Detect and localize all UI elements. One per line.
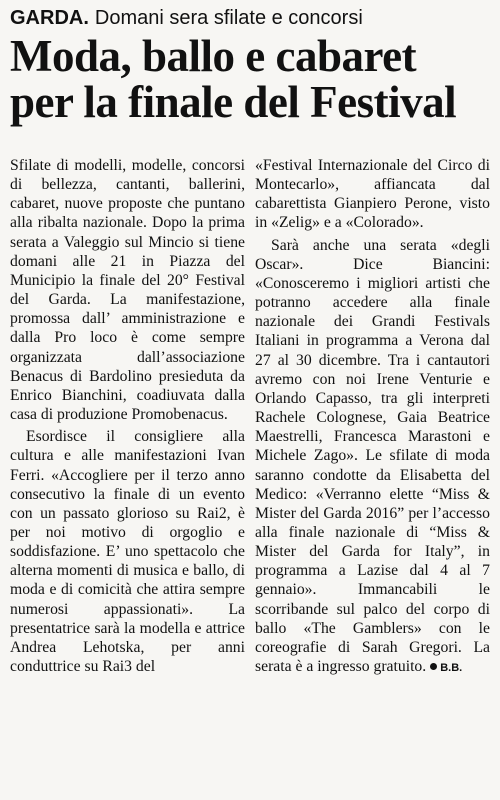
kicker [10, 6, 490, 30]
article-column-1 [10, 156, 245, 678]
headline [10, 33, 490, 125]
headline-line-2: per la finale del Festival [10, 77, 457, 127]
article-body [10, 156, 490, 678]
kicker-location: GARDA. [10, 7, 89, 29]
paragraph: Sfilate di modelli, modelle, concorsi di bellezza, cantanti, ballerini, cabaret, nuove proposte che puntano alla ribalta nazionale. Dopo la prima serata a Valeggio sul Mincio si tiene domani alle 21 in Piazza del Municipio la finale del 20° Festival del Garda. La manifestazione, promossa dall’ amministrazione e dalla Pro loco è come sempre organizzata dall’associazione Benacus di Bardolino presieduta da Enrico Bianchini, coadiuvata dalla casa di produzione Promobenacus. [10, 157, 245, 424]
paragraph: Esordisce il consigliere alla cultura e alle manifestazioni Ivan Ferri. «Accogliere per il terzo anno consecutivo la finale di un evento con un passato glorioso su Rai2, è per noi motivo di orgoglio e soddisfazione. E’ uno spettacolo che alterna momenti di musica e ballo, di moda e di comicità che attira sempre numerosi appassionati». La presentatrice sarà la modella e attrice Andrea Lehotska, per anni conduttrice su Rai3 del [10, 428, 245, 676]
headline-line-1: Moda, ballo e cabaret [10, 31, 417, 81]
paragraph-text: Sarà anche una serata «degli Oscar». Dice Biancini: «Conosceremo i migliori artisti che potranno accedere alla finale nazionale dei Grandi Festivals Italiani in programma a Verona dal 27 al 30 dicembre. Tra i cantautori avremo con noi Irene Venturie e Orlando Capasso, tra gli interpreti Rachele Colognese, Gaia Beatrice Maestrelli, Francesca Marastoni e Michele Zago». Le sfilate di moda saranno condotte da Elisabetta del Medico: «Verranno elette “Miss & Mister del Garda 2016” per l’accesso alla finale nazionale di “Miss & Mister del Garda for Italy”, in programma a Lazise dal 4 al 7 gennaio». Immancabili le scorribande sul palco del corpo di ballo «The Gamblers» con le coreografie di Sarah Gregori. La serata è a ingresso gratuito. [255, 236, 490, 676]
paragraph-last [255, 236, 490, 679]
byline: B.B. [440, 662, 463, 675]
paragraph: «Festival Internazionale del Circo di Montecarlo», affiancata dal cabarettista Gianpiero Perone, visto in «Zelig» e a «Colorado». [255, 157, 490, 232]
bullet-icon [430, 663, 437, 670]
kicker-subtitle: Domani sera sfilate e concorsi [94, 7, 363, 29]
article-column-2 [255, 156, 490, 678]
